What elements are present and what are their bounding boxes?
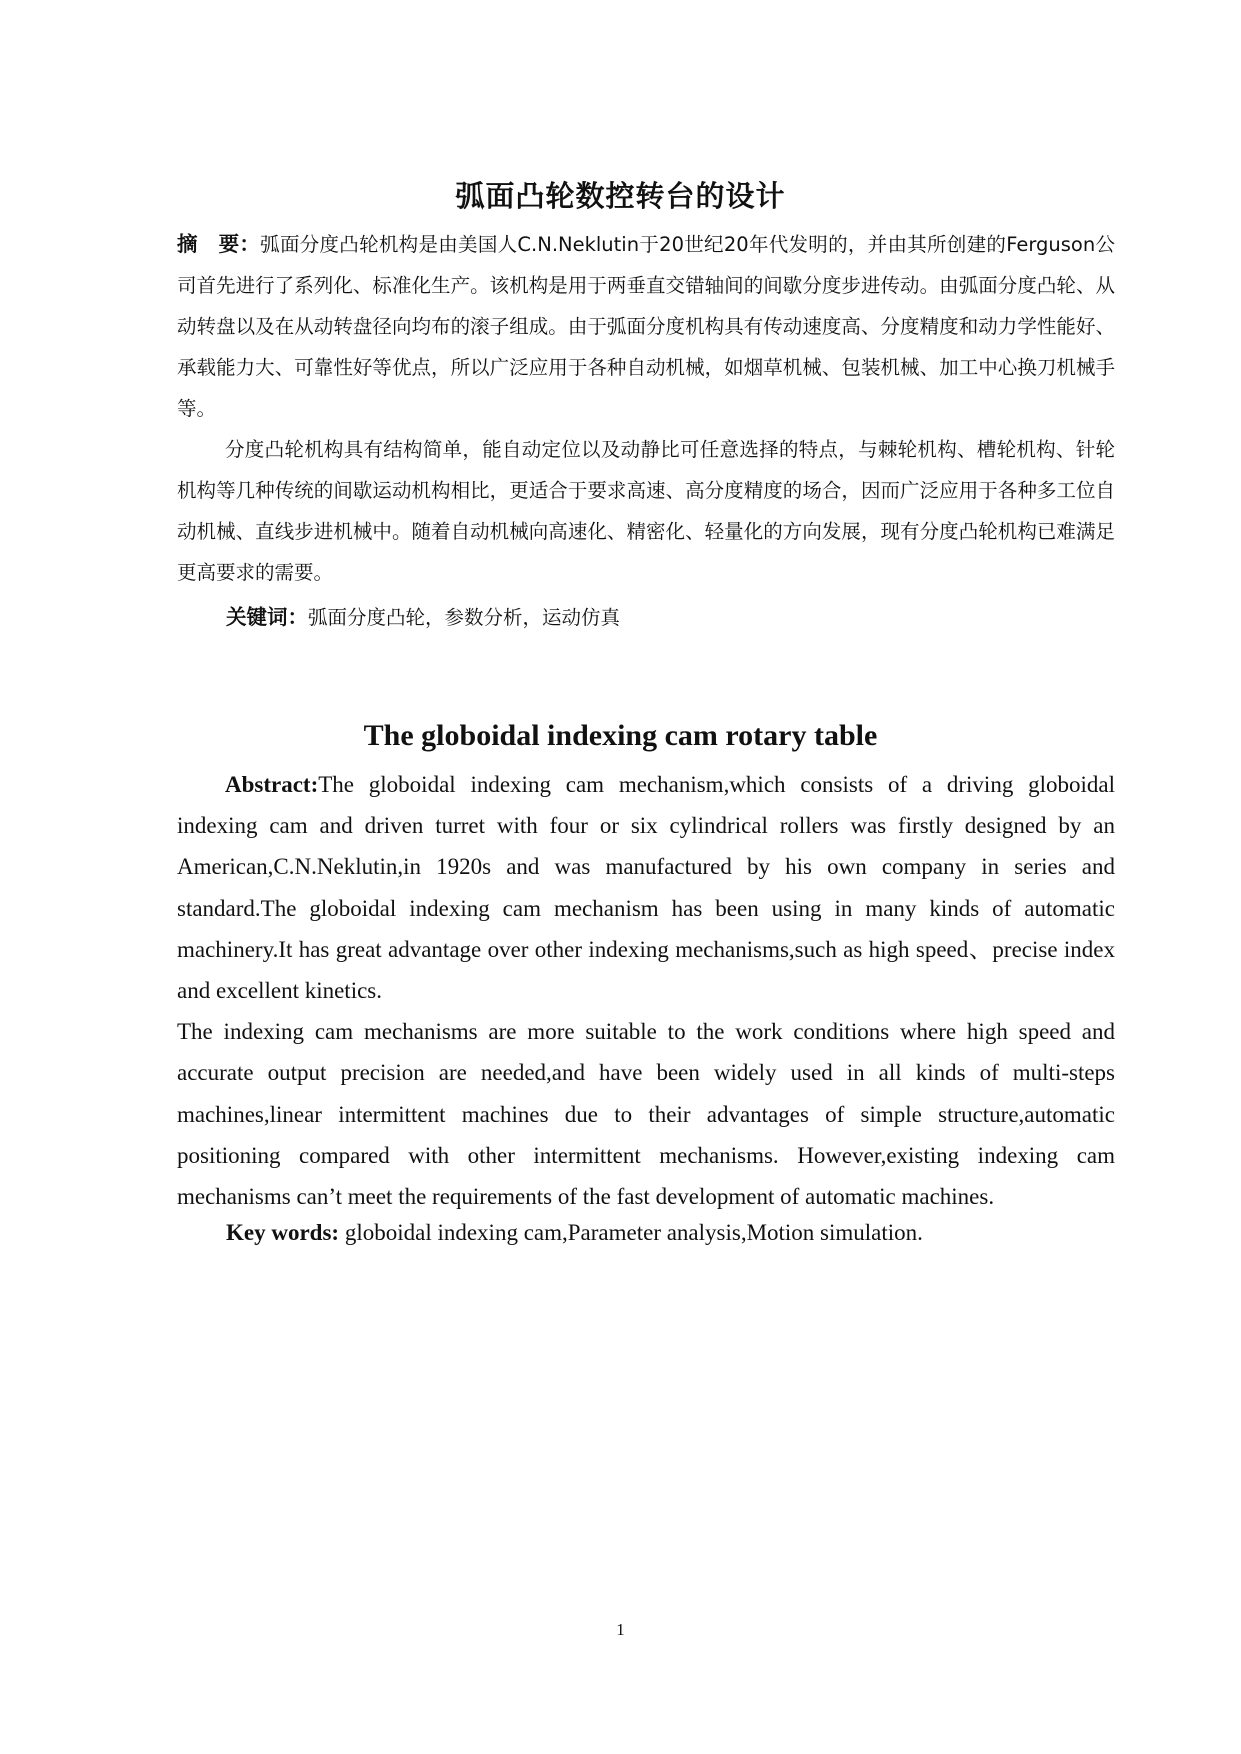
chinese-keywords: [226, 600, 620, 630]
chinese-abstract-text-1: 弧面分度凸轮机构是由美国人C.N.Neklutin于20世纪20年代发明的，并由其所创建的Ferguson公司首先进行了系列化、标准化生产。该机构是用于两垂直交错轴间的间歇分度步进传动。由弧面分度凸轮、从动转盘以及在从动转盘径向均布的滚子组成。由于弧面分度机构具有传动速度高、分度精度和动力学性能好、承载能力大、可靠性好等优点，所以广泛应用于各种自动机械，如烟草机械、包装机械、加工中心换刀机械手等。: [177, 233, 1115, 420]
chinese-keywords-label: 关键词：: [226, 605, 308, 629]
english-abstract-paragraph-1: [177, 764, 1115, 1011]
english-keywords: [226, 1220, 923, 1246]
chinese-title: 弧面凸轮数控转台的设计: [455, 179, 786, 213]
english-keywords-label: Key words:: [226, 1220, 340, 1245]
chinese-abstract-label: 摘 要：: [177, 232, 261, 256]
english-abstract-paragraph-2: The indexing cam mechanisms are more suitable to the work conditions where high speed and accurate output precision are needed,and have been widely used in all kinds of multi-steps machines,linear intermittent machines due to their advantages of simple structure,automatic positioning compared with other intermittent mechanisms. However,existing indexing cam mechanisms can’t meet the requirements of the fast development of automatic machines.: [177, 1019, 1115, 1210]
chinese-abstract: [177, 224, 1115, 593]
chinese-keywords-text: 弧面分度凸轮，参数分析，运动仿真: [308, 606, 621, 629]
english-abstract-text-1: The globoidal indexing cam mechanism,which consists of a driving globoidal indexing cam and driven turret with four or six cylindrical rollers was firstly designed by an American,C.N.Neklutin,in 1920s and was manufactured by his own company in series and standard.The globoidal indexing cam mechanism has been using in many kinds of automatic machinery.It has great advantage over other indexing mechanisms,such as high speed、precise index and excellent kinetics.: [177, 772, 1115, 1004]
chinese-abstract-paragraph-1: [177, 224, 1115, 429]
english-title: The globoidal indexing cam rotary table: [363, 719, 878, 752]
chinese-abstract-paragraph-2: 分度凸轮机构具有结构简单，能自动定位以及动静比可任意选择的特点，与棘轮机构、槽轮机构、针轮机构等几种传统的间歇运动机构相比，更适合于要求高速、高分度精度的场合，因而广泛应用于各种多工位自动机械、直线步进机械中。随着自动机械向高速化、精密化、轻量化的方向发展，现有分度凸轮机构已难满足更高要求的需要。: [177, 438, 1115, 584]
page-number: 1: [616, 1620, 625, 1639]
english-abstract: [177, 764, 1115, 1217]
english-keywords-text: globoidal indexing cam,Parameter analysis,Motion simulation.: [344, 1220, 923, 1245]
english-abstract-label: Abstract:: [225, 772, 319, 797]
